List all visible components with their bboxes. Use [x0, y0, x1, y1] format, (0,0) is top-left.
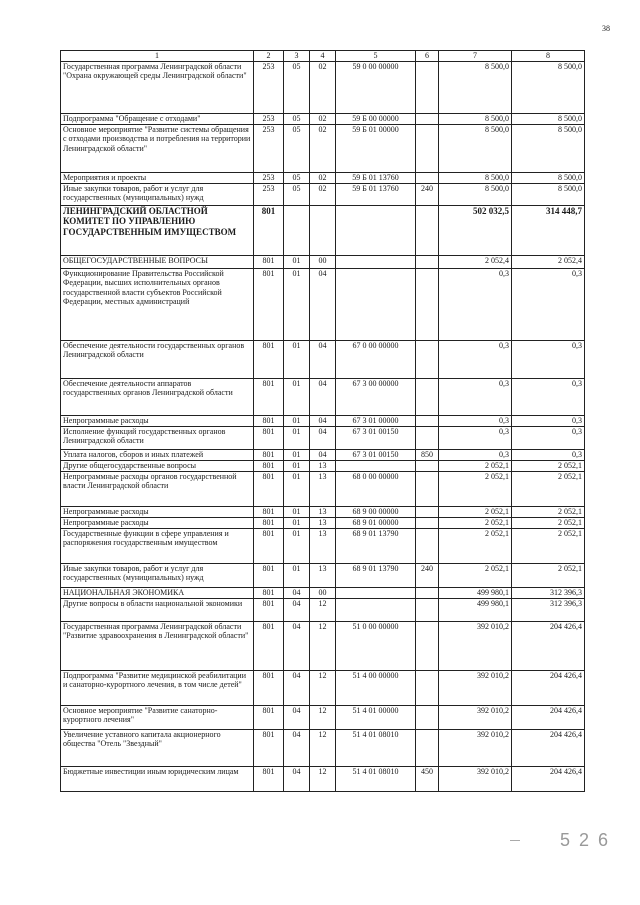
- amount-2-cell: 204 426,4: [512, 621, 585, 670]
- row-name-cell: Подпрограмма "Обращение с отходами": [61, 113, 254, 124]
- subsection-code-cell: 12: [310, 621, 336, 670]
- ministry-code-cell: 253: [254, 183, 284, 205]
- table-row: [61, 587, 585, 598]
- ministry-code-cell: 801: [254, 268, 284, 340]
- target-article-cell: 51 4 01 08010: [336, 729, 416, 766]
- table-row: [61, 113, 585, 124]
- ministry-code-cell: 801: [254, 255, 284, 268]
- target-article-cell: [336, 255, 416, 268]
- section-code-cell: 04: [284, 705, 310, 729]
- amount-2-cell: 8 500,0: [512, 61, 585, 113]
- row-name-cell: Иные закупки товаров, работ и услуг для государственных (муниципальных) нужд: [61, 563, 254, 587]
- amount-1-cell: 499 980,1: [439, 598, 512, 621]
- subsection-code-cell: 00: [310, 587, 336, 598]
- amount-2-cell: 2 052,1: [512, 506, 585, 517]
- amount-2-cell: 2 052,4: [512, 255, 585, 268]
- subsection-code-cell: 02: [310, 183, 336, 205]
- ministry-code-cell: 801: [254, 415, 284, 426]
- subsection-code-cell: 02: [310, 172, 336, 183]
- amount-2-cell: 0,3: [512, 378, 585, 415]
- page-stamp: 5 2 6: [560, 830, 611, 850]
- target-article-cell: 59 Б 01 13760: [336, 172, 416, 183]
- expense-type-cell: [416, 460, 439, 471]
- subsection-code-cell: 13: [310, 563, 336, 587]
- amount-2-cell: 8 500,0: [512, 183, 585, 205]
- subsection-code-cell: 12: [310, 705, 336, 729]
- subsection-code-cell: 02: [310, 61, 336, 113]
- expense-type-cell: [416, 598, 439, 621]
- subsection-code-cell: 13: [310, 517, 336, 528]
- subsection-code-cell: 02: [310, 124, 336, 172]
- row-name-cell: Непрограммные расходы органов государственной власти Ленинградской области: [61, 471, 254, 506]
- amount-2-cell: 2 052,1: [512, 528, 585, 563]
- amount-1-cell: 2 052,1: [439, 528, 512, 563]
- amount-2-cell: 2 052,1: [512, 563, 585, 587]
- target-article-cell: 67 3 01 00000: [336, 415, 416, 426]
- subsection-code-cell: 02: [310, 113, 336, 124]
- section-code-cell: 01: [284, 563, 310, 587]
- section-code-cell: 04: [284, 621, 310, 670]
- subsection-code-cell: 12: [310, 670, 336, 705]
- table-row: [61, 471, 585, 506]
- subsection-code-cell: 13: [310, 471, 336, 506]
- section-code-cell: 01: [284, 506, 310, 517]
- table-row: [61, 172, 585, 183]
- table-row: [61, 340, 585, 378]
- row-name-cell: Другие вопросы в области национальной экономики: [61, 598, 254, 621]
- section-code-cell: 05: [284, 61, 310, 113]
- amount-2-cell: 204 426,4: [512, 766, 585, 791]
- table-row: [61, 729, 585, 766]
- row-name-cell: Функционирование Правительства Российской Федерации, высших исполнительных органов государственной власти субъектов Российской Федерации, местных администраций: [61, 268, 254, 340]
- section-code-cell: 04: [284, 598, 310, 621]
- section-code-cell: 04: [284, 670, 310, 705]
- amount-1-cell: 0,3: [439, 340, 512, 378]
- table-row: [61, 255, 585, 268]
- subsection-code-cell: 04: [310, 340, 336, 378]
- row-name-cell: ОБЩЕГОСУДАРСТВЕННЫЕ ВОПРОСЫ: [61, 255, 254, 268]
- ministry-code-cell: 801: [254, 517, 284, 528]
- amount-1-cell: 502 032,5: [439, 205, 512, 255]
- target-article-cell: 51 4 01 00000: [336, 705, 416, 729]
- table-row: [61, 517, 585, 528]
- table-row: [61, 415, 585, 426]
- amount-1-cell: 8 500,0: [439, 113, 512, 124]
- amount-2-cell: 0,3: [512, 340, 585, 378]
- amount-1-cell: 2 052,4: [439, 255, 512, 268]
- column-header: 2: [254, 51, 284, 62]
- ministry-code-cell: 801: [254, 528, 284, 563]
- ministry-code-cell: 253: [254, 61, 284, 113]
- ministry-code-cell: 801: [254, 378, 284, 415]
- target-article-cell: [336, 268, 416, 340]
- ministry-code-cell: 801: [254, 506, 284, 517]
- amount-1-cell: 392 010,2: [439, 705, 512, 729]
- row-name-cell: Непрограммные расходы: [61, 506, 254, 517]
- expense-type-cell: 850: [416, 449, 439, 460]
- table-row: [61, 766, 585, 791]
- table-row: [61, 621, 585, 670]
- section-code-cell: 04: [284, 766, 310, 791]
- page-number: 38: [602, 24, 610, 33]
- expense-type-cell: [416, 506, 439, 517]
- amount-1-cell: 392 010,2: [439, 766, 512, 791]
- row-name-cell: Уплата налогов, сборов и иных платежей: [61, 449, 254, 460]
- target-article-cell: 51 4 00 00000: [336, 670, 416, 705]
- subsection-code-cell: 13: [310, 460, 336, 471]
- ministry-code-cell: 801: [254, 563, 284, 587]
- expense-type-cell: [416, 378, 439, 415]
- row-name-cell: ЛЕНИНГРАДСКИЙ ОБЛАСТНОЙ КОМИТЕТ ПО УПРАВЛЕНИЮ ГОСУДАРСТВЕННЫМ ИМУЩЕСТВОМ: [61, 205, 254, 255]
- table-row: [61, 460, 585, 471]
- section-code-cell: 01: [284, 426, 310, 449]
- column-header: 3: [284, 51, 310, 62]
- subsection-code-cell: 04: [310, 449, 336, 460]
- subsection-code-cell: 04: [310, 378, 336, 415]
- section-code-cell: 01: [284, 449, 310, 460]
- expense-type-cell: [416, 528, 439, 563]
- target-article-cell: 67 0 00 00000: [336, 340, 416, 378]
- amount-1-cell: 0,3: [439, 426, 512, 449]
- subsection-code-cell: [310, 205, 336, 255]
- expense-type-cell: [416, 587, 439, 598]
- amount-2-cell: 314 448,7: [512, 205, 585, 255]
- subsection-code-cell: 12: [310, 766, 336, 791]
- row-name-cell: Государственная программа Ленинградской области "Развитие здравоохранения в Ленинградской области": [61, 621, 254, 670]
- amount-1-cell: 2 052,1: [439, 460, 512, 471]
- ministry-code-cell: 253: [254, 124, 284, 172]
- target-article-cell: 68 9 01 13790: [336, 528, 416, 563]
- table-row: [61, 183, 585, 205]
- row-name-cell: Основное мероприятие "Развитие санаторно-курортного лечения": [61, 705, 254, 729]
- amount-2-cell: 312 396,3: [512, 598, 585, 621]
- expense-type-cell: [416, 729, 439, 766]
- amount-1-cell: 2 052,1: [439, 506, 512, 517]
- section-code-cell: 04: [284, 729, 310, 766]
- amount-2-cell: 0,3: [512, 426, 585, 449]
- target-article-cell: 68 0 00 00000: [336, 471, 416, 506]
- row-name-cell: Мероприятия и проекты: [61, 172, 254, 183]
- target-article-cell: 51 4 01 08010: [336, 766, 416, 791]
- table-row: [61, 705, 585, 729]
- section-code-cell: 01: [284, 268, 310, 340]
- expense-type-cell: 450: [416, 766, 439, 791]
- table-row: [61, 378, 585, 415]
- amount-2-cell: 8 500,0: [512, 113, 585, 124]
- ministry-code-cell: 801: [254, 621, 284, 670]
- column-header: 6: [416, 51, 439, 62]
- amount-1-cell: 8 500,0: [439, 172, 512, 183]
- ministry-code-cell: 801: [254, 587, 284, 598]
- amount-2-cell: 2 052,1: [512, 460, 585, 471]
- section-code-cell: [284, 205, 310, 255]
- section-code-cell: 01: [284, 255, 310, 268]
- ministry-code-cell: 801: [254, 205, 284, 255]
- header-row: [61, 51, 585, 62]
- row-name-cell: Непрограммные расходы: [61, 517, 254, 528]
- amount-1-cell: 392 010,2: [439, 670, 512, 705]
- subsection-code-cell: 12: [310, 729, 336, 766]
- amount-1-cell: 8 500,0: [439, 183, 512, 205]
- target-article-cell: 68 9 01 00000: [336, 517, 416, 528]
- ministry-code-cell: 801: [254, 598, 284, 621]
- section-code-cell: 01: [284, 517, 310, 528]
- table-row: [61, 124, 585, 172]
- table-row: [61, 528, 585, 563]
- amount-1-cell: 2 052,1: [439, 517, 512, 528]
- section-code-cell: 01: [284, 471, 310, 506]
- target-article-cell: [336, 598, 416, 621]
- section-code-cell: 05: [284, 183, 310, 205]
- ministry-code-cell: 801: [254, 426, 284, 449]
- section-code-cell: 01: [284, 460, 310, 471]
- expense-type-cell: [416, 471, 439, 506]
- expense-type-cell: [416, 268, 439, 340]
- target-article-cell: 51 0 00 00000: [336, 621, 416, 670]
- target-article-cell: 59 Б 00 00000: [336, 113, 416, 124]
- expense-type-cell: [416, 426, 439, 449]
- ministry-code-cell: 801: [254, 670, 284, 705]
- amount-1-cell: 8 500,0: [439, 61, 512, 113]
- subsection-code-cell: 13: [310, 506, 336, 517]
- ministry-code-cell: 801: [254, 340, 284, 378]
- row-name-cell: Подпрограмма "Развитие медицинской реабилитации и санаторно-курортного лечения, в том числе детей": [61, 670, 254, 705]
- row-name-cell: Государственная программа Ленинградской области "Охрана окружающей среды Ленинградской области": [61, 61, 254, 113]
- expense-type-cell: [416, 113, 439, 124]
- table-row: [61, 268, 585, 340]
- ministry-code-cell: 801: [254, 705, 284, 729]
- target-article-cell: 67 3 01 00150: [336, 426, 416, 449]
- section-code-cell: 05: [284, 124, 310, 172]
- expense-type-cell: [416, 340, 439, 378]
- row-name-cell: Бюджетные инвестиции иным юридическим лицам: [61, 766, 254, 791]
- amount-2-cell: 8 500,0: [512, 124, 585, 172]
- row-name-cell: Другие общегосударственные вопросы: [61, 460, 254, 471]
- ministry-code-cell: 801: [254, 729, 284, 766]
- table-row: [61, 670, 585, 705]
- ministry-code-cell: 253: [254, 172, 284, 183]
- amount-1-cell: 0,3: [439, 415, 512, 426]
- table-row: [61, 506, 585, 517]
- amount-1-cell: 0,3: [439, 449, 512, 460]
- target-article-cell: 59 0 00 00000: [336, 61, 416, 113]
- amount-1-cell: 2 052,1: [439, 563, 512, 587]
- ministry-code-cell: 801: [254, 460, 284, 471]
- amount-1-cell: 499 980,1: [439, 587, 512, 598]
- amount-2-cell: 2 052,1: [512, 471, 585, 506]
- expense-type-cell: [416, 621, 439, 670]
- row-name-cell: Государственные функции в сфере управления и распоряжения государственным имуществом: [61, 528, 254, 563]
- amount-1-cell: 392 010,2: [439, 729, 512, 766]
- row-name-cell: Обеспечение деятельности аппаратов государственных органов Ленинградской области: [61, 378, 254, 415]
- amount-2-cell: 204 426,4: [512, 705, 585, 729]
- amount-2-cell: 204 426,4: [512, 670, 585, 705]
- table-row: [61, 598, 585, 621]
- expense-type-cell: [416, 61, 439, 113]
- expense-type-cell: 240: [416, 563, 439, 587]
- section-code-cell: 05: [284, 113, 310, 124]
- amount-2-cell: 8 500,0: [512, 172, 585, 183]
- target-article-cell: 59 Б 01 00000: [336, 124, 416, 172]
- section-code-cell: 05: [284, 172, 310, 183]
- section-code-cell: 01: [284, 528, 310, 563]
- budget-table: [60, 50, 585, 792]
- column-header: 5: [336, 51, 416, 62]
- row-name-cell: НАЦИОНАЛЬНАЯ ЭКОНОМИКА: [61, 587, 254, 598]
- ministry-code-cell: 801: [254, 471, 284, 506]
- table-row: [61, 426, 585, 449]
- target-article-cell: 68 9 00 00000: [336, 506, 416, 517]
- ministry-code-cell: 801: [254, 766, 284, 791]
- subsection-code-cell: 00: [310, 255, 336, 268]
- section-code-cell: 01: [284, 415, 310, 426]
- row-name-cell: Исполнение функций государственных органов Ленинградской области: [61, 426, 254, 449]
- stamp-dash: [510, 840, 520, 841]
- expense-type-cell: [416, 705, 439, 729]
- amount-2-cell: 204 426,4: [512, 729, 585, 766]
- section-code-cell: 01: [284, 340, 310, 378]
- expense-type-cell: [416, 124, 439, 172]
- table-row: [61, 61, 585, 113]
- amount-2-cell: 0,3: [512, 415, 585, 426]
- ministry-code-cell: 253: [254, 113, 284, 124]
- expense-type-cell: [416, 205, 439, 255]
- expense-type-cell: [416, 255, 439, 268]
- expense-type-cell: [416, 517, 439, 528]
- expense-type-cell: 240: [416, 183, 439, 205]
- subsection-code-cell: 13: [310, 528, 336, 563]
- amount-1-cell: 8 500,0: [439, 124, 512, 172]
- table-row: [61, 205, 585, 255]
- target-article-cell: 67 3 01 00150: [336, 449, 416, 460]
- column-header: 7: [439, 51, 512, 62]
- target-article-cell: [336, 587, 416, 598]
- row-name-cell: Основное мероприятие "Развитие системы обращения с отходами производства и потребления на территории Ленинградской области": [61, 124, 254, 172]
- amount-1-cell: 0,3: [439, 268, 512, 340]
- column-header: 8: [512, 51, 585, 62]
- amount-2-cell: 0,3: [512, 268, 585, 340]
- section-code-cell: 04: [284, 587, 310, 598]
- subsection-code-cell: 12: [310, 598, 336, 621]
- row-name-cell: Увеличение уставного капитала акционерного общества "Отель "Звездный": [61, 729, 254, 766]
- amount-1-cell: 2 052,1: [439, 471, 512, 506]
- amount-2-cell: 0,3: [512, 449, 585, 460]
- amount-2-cell: 2 052,1: [512, 517, 585, 528]
- row-name-cell: Непрограммные расходы: [61, 415, 254, 426]
- table-row: [61, 449, 585, 460]
- target-article-cell: 59 Б 01 13760: [336, 183, 416, 205]
- section-code-cell: 01: [284, 378, 310, 415]
- column-header: 4: [310, 51, 336, 62]
- row-name-cell: Обеспечение деятельности государственных органов Ленинградской области: [61, 340, 254, 378]
- subsection-code-cell: 04: [310, 415, 336, 426]
- amount-1-cell: 0,3: [439, 378, 512, 415]
- subsection-code-cell: 04: [310, 268, 336, 340]
- amount-2-cell: 312 396,3: [512, 587, 585, 598]
- amount-1-cell: 392 010,2: [439, 621, 512, 670]
- column-header: 1: [61, 51, 254, 62]
- subsection-code-cell: 04: [310, 426, 336, 449]
- expense-type-cell: [416, 172, 439, 183]
- expense-type-cell: [416, 670, 439, 705]
- table-row: [61, 563, 585, 587]
- target-article-cell: [336, 205, 416, 255]
- row-name-cell: Иные закупки товаров, работ и услуг для государственных (муниципальных) нужд: [61, 183, 254, 205]
- target-article-cell: [336, 460, 416, 471]
- target-article-cell: 67 3 00 00000: [336, 378, 416, 415]
- expense-type-cell: [416, 415, 439, 426]
- target-article-cell: 68 9 01 13790: [336, 563, 416, 587]
- ministry-code-cell: 801: [254, 449, 284, 460]
